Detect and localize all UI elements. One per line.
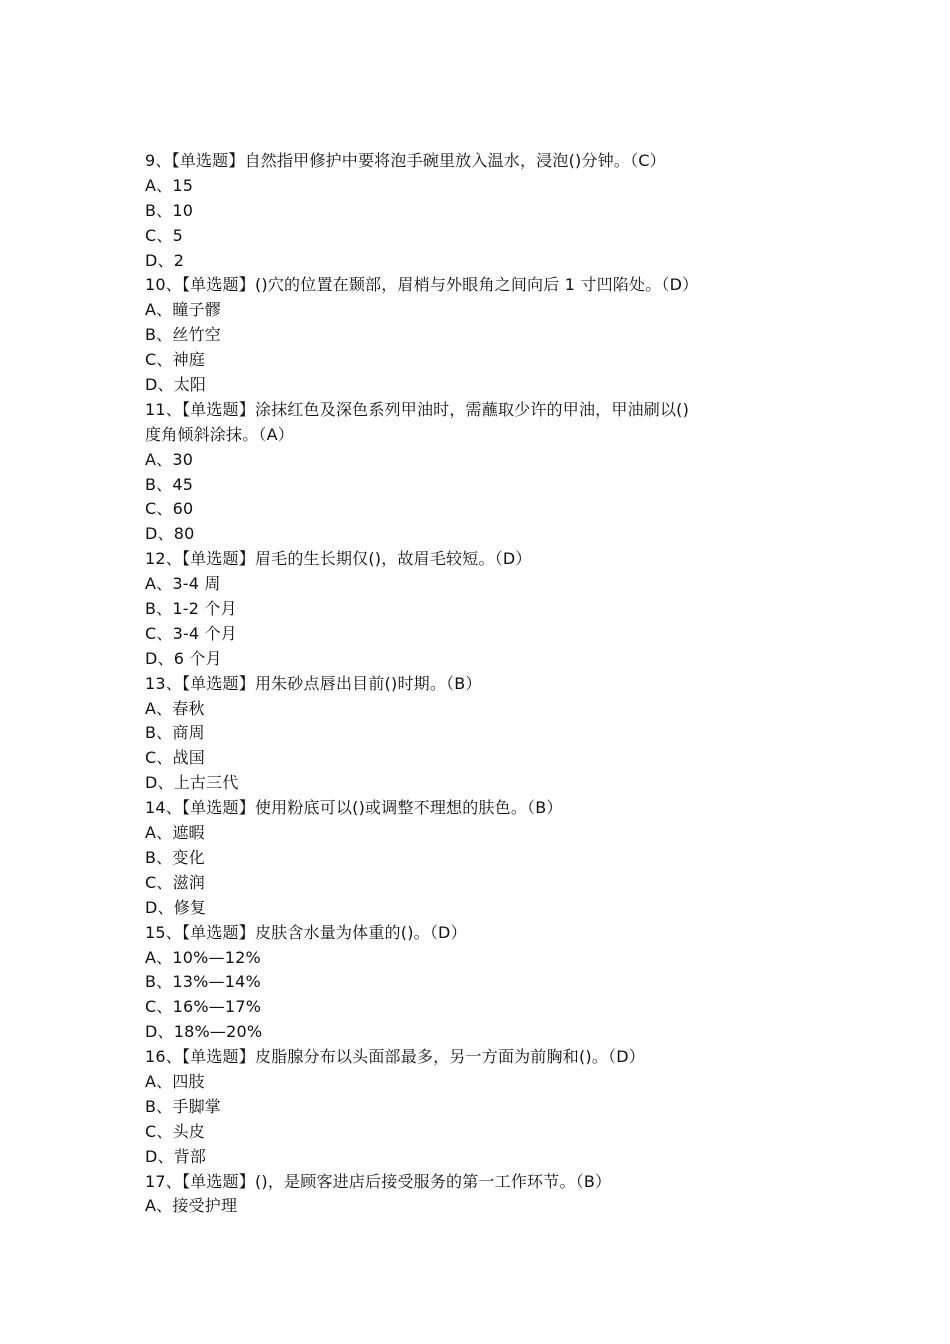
answer-option: D、6 个月 (145, 648, 222, 668)
answer-option: A、3-4 周 (145, 574, 221, 594)
question-stem: 15、【单选题】皮肤含水量为体重的()。（D） (145, 922, 467, 942)
question-list (145, 149, 810, 1219)
question-stem: 16、【单选题】皮脂腺分布以头面部最多，另一方面为前胸和()。（D） (145, 1047, 645, 1067)
question-stem: 14、【单选题】使用粉底可以()或调整不理想的肤色。（B） (145, 798, 563, 818)
question-stem: 13、【单选题】用朱砂点唇出目前()时期。（B） (145, 673, 482, 693)
answer-option: A、遮暇 (145, 823, 205, 843)
answer-option: C、战国 (145, 748, 205, 768)
answer-option: D、背部 (145, 1146, 207, 1166)
answer-option: A、30 (145, 449, 194, 469)
answer-option: B、13%—14% (145, 972, 261, 992)
answer-option: A、接受护理 (145, 1196, 238, 1216)
answer-option: C、60 (145, 499, 194, 519)
answer-option: C、5 (145, 225, 183, 245)
answer-option: B、变化 (145, 847, 205, 867)
answer-option: D、80 (145, 524, 195, 544)
answer-option: A、瞳子髎 (145, 300, 221, 320)
answer-option: B、手脚掌 (145, 1096, 221, 1116)
answer-option: B、1-2 个月 (145, 599, 237, 619)
answer-option: C、头皮 (145, 1121, 205, 1141)
answer-option: B、丝竹空 (145, 325, 221, 345)
answer-option: A、春秋 (145, 698, 205, 718)
question-stem: 12、【单选题】眉毛的生长期仅()，故眉毛较短。（D） (145, 549, 532, 569)
answer-option: D、修复 (145, 897, 207, 917)
answer-option: C、3-4 个月 (145, 623, 237, 643)
answer-option: C、16%—17% (145, 997, 262, 1017)
answer-option: D、2 (145, 250, 185, 270)
answer-option: A、10%—12% (145, 947, 261, 967)
question-stem: 9、【单选题】自然指甲修护中要将泡手碗里放入温水，浸泡()分钟。（C） (145, 151, 666, 170)
question-stem: 10、【单选题】()穴的位置在颞部，眉梢与外眼角之间向后 1 寸凹陷处。（D） (145, 275, 699, 295)
answer-option: B、10 (145, 200, 194, 220)
answer-option: B、45 (145, 474, 194, 494)
answer-option: D、太阳 (145, 375, 207, 395)
answer-option: A、四肢 (145, 1071, 205, 1091)
answer-option: D、上古三代 (145, 773, 239, 793)
answer-option: A、15 (145, 175, 194, 195)
answer-option: C、滋润 (145, 872, 205, 892)
question-stem-continuation: 度角倾斜涂抹。（A） (145, 424, 294, 444)
question-stem: 17、【单选题】()，是顾客进店后接受服务的第一工作环节。（B） (145, 1171, 612, 1191)
answer-option: D、18%—20% (145, 1022, 263, 1042)
answer-option: B、商周 (145, 723, 205, 743)
answer-option: C、神庭 (145, 350, 205, 370)
question-stem: 11、【单选题】涂抹红色及深色系列甲油时，需蘸取少许的甲油，甲油刷以() (145, 399, 690, 419)
